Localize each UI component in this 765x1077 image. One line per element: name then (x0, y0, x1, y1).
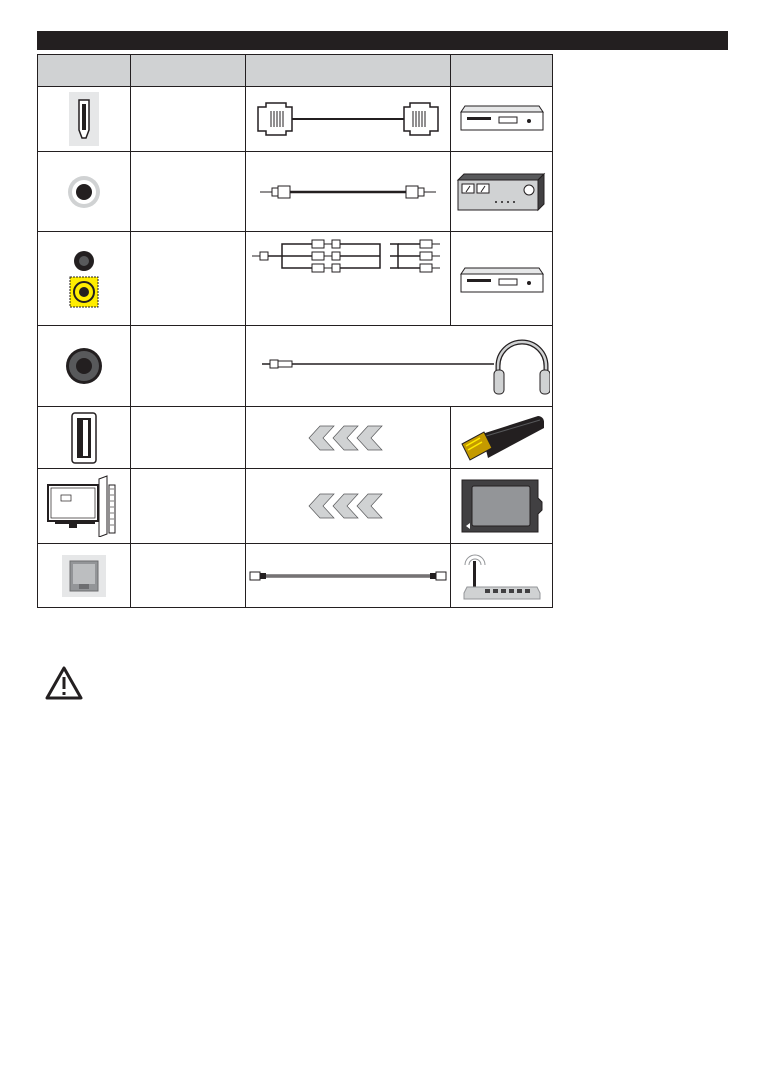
connector-cell (38, 469, 131, 544)
usb-port-icon (71, 412, 97, 464)
ci-slot-icon (47, 475, 121, 537)
cable-cell (246, 232, 451, 326)
type-label (131, 87, 246, 152)
dvd-player-icon (459, 104, 545, 134)
device-cell (451, 407, 553, 469)
device-cell (451, 152, 553, 232)
type-label (131, 544, 246, 608)
header-connector (38, 55, 131, 87)
table-row (38, 87, 553, 152)
header-cables (246, 55, 451, 87)
ethernet-cable-icon (248, 569, 448, 583)
cable-cell (246, 407, 451, 469)
headphones-icon (494, 342, 550, 394)
hdmi-port-icon (69, 92, 99, 146)
type-label (131, 326, 246, 407)
connection-table (37, 54, 553, 608)
table-row (38, 232, 553, 326)
table-row (38, 326, 553, 407)
table-header-row (38, 55, 553, 87)
connector-cell (38, 544, 131, 608)
spdif-port-icon (66, 174, 102, 210)
rca-cable-icon (258, 185, 438, 199)
warning-triangle-icon (44, 665, 84, 701)
ethernet-port-icon (62, 555, 106, 597)
table-row (38, 469, 553, 544)
type-label (131, 232, 246, 326)
connector-cell (38, 87, 131, 152)
usb-stick-icon (456, 414, 548, 462)
device-cell (451, 232, 553, 326)
table-row (38, 544, 553, 608)
insert-arrows-icon (308, 493, 388, 519)
device-cell (451, 87, 553, 152)
connector-cell (38, 407, 131, 469)
audio-jack-cable-icon (254, 334, 550, 398)
connector-cell (38, 232, 131, 326)
cable-cell (246, 87, 451, 152)
table-row (38, 407, 553, 469)
cam-module-icon (460, 478, 544, 534)
hdmi-cable-icon (253, 99, 443, 139)
table-row (38, 152, 553, 232)
av-splitter-cable-icon (250, 238, 446, 278)
headphone-jack-icon (64, 346, 104, 386)
header-type (131, 55, 246, 87)
section-header-bar (37, 31, 728, 50)
connector-cell (38, 326, 131, 407)
device-cell (451, 544, 553, 608)
type-label (131, 152, 246, 232)
type-label (131, 407, 246, 469)
header-device (451, 55, 553, 87)
type-label (131, 469, 246, 544)
insert-arrows-icon (308, 425, 388, 451)
audio-amplifier-icon (456, 172, 548, 212)
cable-cell (246, 326, 553, 407)
router-icon (463, 551, 541, 601)
cable-cell (246, 544, 451, 608)
device-cell (451, 469, 553, 544)
cable-cell (246, 152, 451, 232)
dvd-player-icon (459, 266, 545, 296)
connector-cell (38, 152, 131, 232)
cable-cell (246, 469, 451, 544)
av-port-icon (68, 249, 100, 309)
